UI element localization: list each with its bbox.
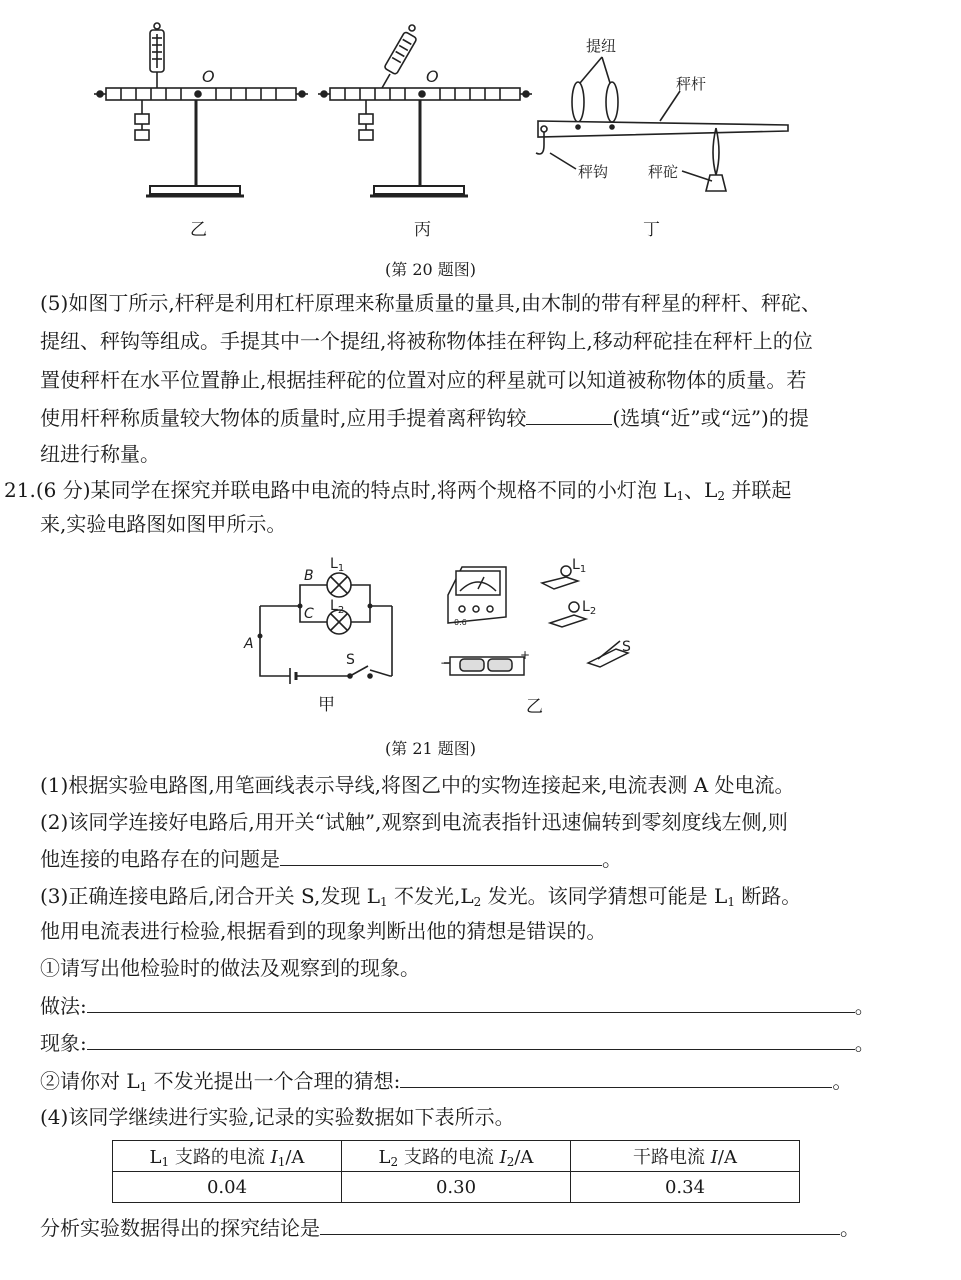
period: 。 <box>602 847 622 871</box>
answer-blank-hypothesis[interactable] <box>400 1067 832 1088</box>
text: 断路。 <box>734 884 802 908</box>
q21-intro-text: 并联起 <box>725 478 792 502</box>
subscript: 2 <box>506 1155 515 1169</box>
q21-intro-text: (6 分)某同学在探究并联电路中电流的特点时,将两个规格不同的小灯泡 L <box>35 478 677 502</box>
variable: I <box>270 1147 278 1168</box>
q21-part-3-item-2 <box>40 1067 852 1101</box>
subscript: 1 <box>277 1155 286 1169</box>
q21-part-3-line-1 <box>40 882 801 916</box>
table-header-cell <box>342 1141 571 1172</box>
period: 。 <box>840 1216 860 1240</box>
table-header-cell <box>571 1141 800 1172</box>
subscript: 1 <box>161 1155 170 1169</box>
text: 支路的电流 <box>169 1147 271 1168</box>
subscript: 1 <box>676 489 685 503</box>
q21-intro-line-2: 来,实验电路图如图甲所示。 <box>40 512 287 536</box>
switch-s-label: S <box>346 652 355 668</box>
q21-method-row <box>40 992 875 1020</box>
period: 。 <box>832 1069 853 1093</box>
answer-blank-near-far[interactable] <box>526 404 612 425</box>
conclusion-label: 分析实验数据得出的探究结论是 <box>40 1216 320 1240</box>
unit: /A <box>514 1147 534 1168</box>
pivot-o-label: O <box>426 67 439 86</box>
subscript: 2 <box>390 1155 399 1169</box>
text: (3)正确连接电路后,闭合开关 S,发现 L <box>40 884 381 908</box>
data-table <box>112 1140 800 1203</box>
table-header-row <box>113 1141 800 1172</box>
point-c-label: C <box>304 606 314 622</box>
text: L <box>149 1147 162 1168</box>
text: ②请你对 L <box>40 1069 140 1093</box>
pivot-o-label: O <box>202 67 215 86</box>
component-l1-label <box>572 557 586 575</box>
subscript: 2 <box>717 489 726 503</box>
q21-phenomenon-row <box>40 1029 875 1057</box>
battery-plus-sign: + <box>520 648 531 662</box>
circuit-diagram-jia <box>240 550 410 690</box>
lamp-subscript: 1 <box>579 564 587 575</box>
answer-blank-method[interactable] <box>87 992 855 1013</box>
text: L <box>378 1147 391 1168</box>
subscript: 2 <box>473 895 482 909</box>
text: 干路电流 <box>633 1147 711 1168</box>
answer-blank-circuit-problem[interactable] <box>280 845 602 866</box>
battery-minus-sign: − <box>440 656 451 670</box>
table-row <box>113 1172 800 1203</box>
q21-intro-text: 、L <box>684 478 718 502</box>
answer-blank-phenomenon[interactable] <box>87 1029 855 1050</box>
q21-part-3-line-2: 他用电流表进行检验,根据看到的现象判断出他的猜想是错误的。 <box>40 919 607 943</box>
lamp-letter: L <box>572 557 580 573</box>
lamp-letter: L <box>582 599 590 615</box>
q21-conclusion-row <box>40 1214 860 1242</box>
lamp-l2-label <box>330 598 344 616</box>
lamp-letter: L <box>330 598 338 614</box>
lamp-subscript: 1 <box>337 563 345 574</box>
text: 不发光,L <box>387 884 474 908</box>
subscript: 1 <box>727 895 735 909</box>
q21-part-2-line-2 <box>40 845 622 873</box>
fig21-caption: (第 21 题图) <box>385 739 477 758</box>
period: 。 <box>854 994 875 1018</box>
table-header-cell <box>113 1141 342 1172</box>
phenomenon-label: 现象: <box>40 1031 87 1055</box>
question-number: 21. <box>4 478 36 502</box>
fig20-caption: (第 20 题图) <box>385 260 477 279</box>
q21-part-2-line-1: (2)该同学连接好电路后,用开关“试触”,观察到电流表指针迅速偏转到零刻度线左侧,则 <box>40 810 788 834</box>
q21-part-3-item-1: ①请写出他检验时的做法及观察到的现象。 <box>40 956 420 980</box>
fig20-label-ding: 丁 <box>643 220 660 240</box>
label-tiniu: 提纽 <box>586 37 617 55</box>
table-cell: 0.30 <box>342 1172 571 1203</box>
answer-blank-conclusion[interactable] <box>320 1214 840 1235</box>
variable: I <box>499 1147 507 1168</box>
lever-diagram-yi <box>90 18 310 218</box>
unit: /A <box>717 1147 737 1168</box>
q20-5-line-2: 提纽、秤钩等组成。手提其中一个提纽,将被称物体挂在秤钩上,移动秤砣挂在秤杆上的位 <box>40 329 813 353</box>
components-diagram-yi <box>440 555 650 690</box>
lever-diagram-bing <box>314 18 534 218</box>
q20-5-line-5: 纽进行称量。 <box>40 442 160 466</box>
period: 。 <box>854 1031 875 1055</box>
table-cell: 0.34 <box>571 1172 800 1203</box>
unit: /A <box>285 1147 305 1168</box>
q21-part-1: (1)根据实验电路图,用笔画线表示导线,将图乙中的实物连接起来,电流表测 A 处电流。 <box>40 773 795 797</box>
q20-5-line-4-pre: 使用杆秤称质量较大物体的质量时,应用手提着离秤钩较 <box>40 406 527 430</box>
fig20-label-bing: 丙 <box>414 220 431 240</box>
label-chengtuo: 秤砣 <box>648 163 679 181</box>
label-chenggou: 秤钩 <box>578 163 609 181</box>
component-switch-label: S <box>622 639 631 655</box>
q21-intro-line-1 <box>4 476 791 510</box>
point-b-label: B <box>304 568 314 584</box>
text: 不发光提出一个合理的猜想: <box>147 1069 401 1093</box>
text: 发光。该同学猜想可能是 L <box>481 884 728 908</box>
fig21-label-yi: 乙 <box>526 697 543 717</box>
lamp-l1-label <box>330 556 344 574</box>
point-a-label: A <box>244 636 254 652</box>
text: 支路的电流 <box>398 1147 500 1168</box>
subscript: 1 <box>139 1080 148 1094</box>
lamp-letter: L <box>330 556 338 572</box>
label-chenggan: 秤杆 <box>676 75 707 93</box>
fig21-label-jia: 甲 <box>318 695 335 715</box>
lamp-subscript: 2 <box>337 605 345 616</box>
lamp-subscript: 2 <box>589 606 597 617</box>
q20-5-line-4-post: (选填“近”或“远”)的提 <box>612 406 809 430</box>
ammeter-scale-label: 0.6 <box>454 618 467 627</box>
variable: I <box>710 1147 718 1168</box>
subscript: 1 <box>380 895 388 909</box>
q21-part-4: (4)该同学继续进行实验,记录的实验数据如下表所示。 <box>40 1105 515 1129</box>
fig20-label-yi: 乙 <box>190 220 207 240</box>
q20-5-line-1: (5)如图丁所示,杆秤是利用杠杆原理来称量质量的量具,由木制的带有秤星的秤杆、秤砣、 <box>40 291 822 315</box>
q20-5-line-3: 置使秤杆在水平位置静止,根据挂秤砣的位置对应的秤星就可以知道被称物体的质量。若 <box>40 368 807 392</box>
method-label: 做法: <box>40 994 87 1018</box>
component-l2-label <box>582 599 596 617</box>
q20-5-line-4 <box>40 404 809 432</box>
table-cell: 0.04 <box>113 1172 342 1203</box>
q21-part-2-prompt: 他连接的电路存在的问题是 <box>40 847 280 871</box>
steelyard-diagram-ding <box>530 25 800 205</box>
